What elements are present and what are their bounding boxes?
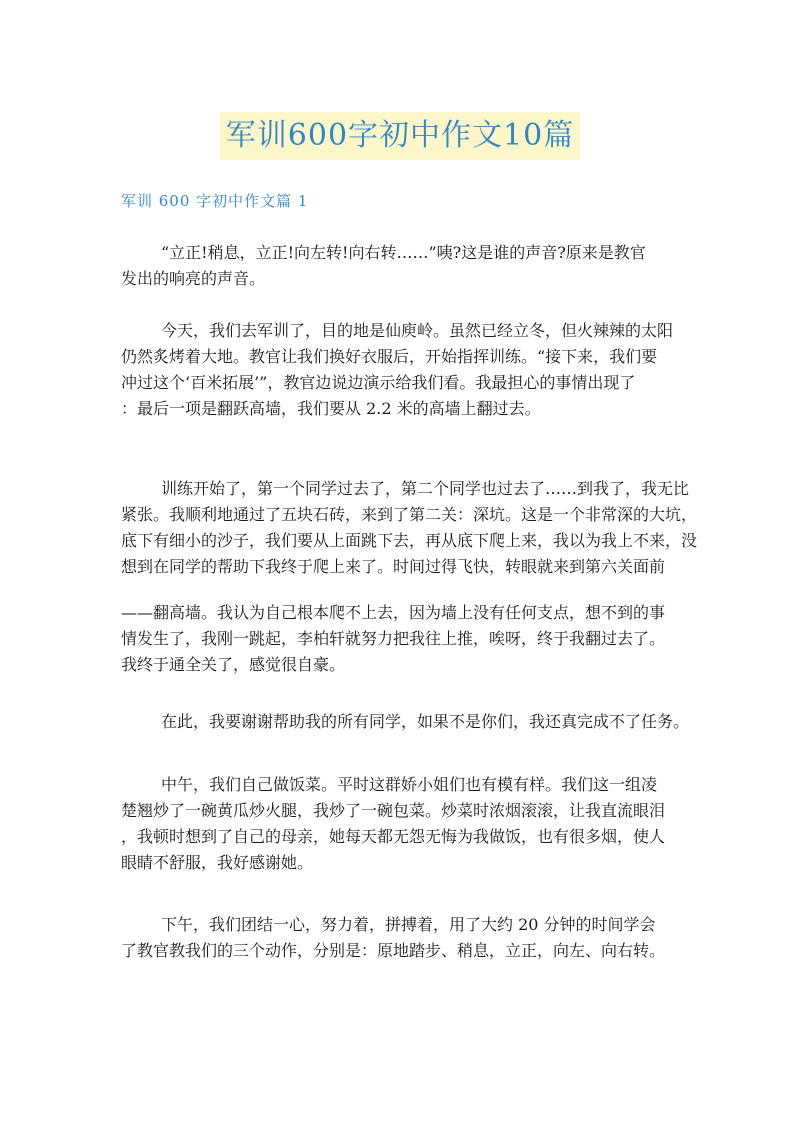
paragraph-line: 情发生了，我刚一跳起，李柏轩就努力把我往上推，唉呀，终于我翻过去了。 — [121, 629, 666, 648]
paragraph-line: 发出的响亮的声音。 — [121, 269, 266, 288]
paragraph-line: ——翻高墙。我认为自己根本爬不上去，因为墙上没有任何支点，想不到的事 — [121, 603, 666, 622]
paragraph-line: 今天，我们去军训了，目的地是仙庾岭。虽然已经立冬，但火辣辣的太阳 — [161, 321, 674, 340]
essay-subtitle: 军训 600 字初中作文篇 1 — [121, 192, 309, 210]
paragraph-line: 冲过这个‘百米拓展’”，教官边说边演示给我们看。我最担心的事情出现了 — [121, 373, 636, 392]
paragraph-3 — [121, 476, 697, 580]
paragraph-line: “立正!稍息，立正!向左转!向右转……”咦?这是谁的声音?原来是教官 — [161, 243, 646, 262]
paragraph-2 — [121, 318, 673, 422]
paragraph-line: 在此，我要谢谢帮助我的所有同学，如果不是你们，我还真完成不了任务。 — [161, 712, 690, 731]
paragraph-6 — [121, 772, 665, 876]
document-title: 军训600字初中作文10篇 — [220, 112, 580, 160]
paragraph-line: 眼睛不舒服，我好感谢她。 — [121, 853, 314, 872]
paragraph-7 — [121, 912, 665, 964]
paragraph-line: 楚翘炒了一碗黄瓜炒火腿，我炒了一碗包菜。炒菜时浓烟滚滚，让我直流眼泪 — [121, 801, 666, 820]
paragraph-5 — [121, 709, 689, 735]
paragraph-line: 仍然炙烤着大地。教官让我们换好衣服后，开始指挥训练。“接下来，我们要 — [121, 347, 658, 366]
paragraph-line: 中午，我们自己做饭菜。平时这群娇小姐们也有模有样。我们这一组凌 — [161, 775, 658, 794]
paragraph-line: 下午，我们团结一心，努力着，拼搏着，用了大约 20 分钟的时间学会 — [161, 915, 656, 934]
paragraph-1 — [121, 240, 646, 292]
paragraph-line: 紧张。我顺利地通过了五块石砖，来到了第二关：深坑。这是一个非常深的大坑， — [121, 505, 698, 524]
title-container — [0, 112, 800, 160]
paragraph-line: 底下有细小的沙子，我们要从上面跳下去，再从底下爬上来，我以为我上不来，没 — [121, 531, 698, 550]
paragraph-line: ，我顿时想到了自己的母亲，她每天都无怨无悔为我做饭，也有很多烟，使人 — [121, 827, 666, 846]
paragraph-line: 训练开始了，第一个同学过去了，第二个同学也过去了……到我了，我无比 — [161, 479, 690, 498]
paragraph-line: 想到在同学的帮助下我终于爬上来了。时间过得飞快，转眼就来到第六关面前 — [121, 557, 666, 576]
paragraph-line: 我终于通全关了，感觉很自豪。 — [121, 655, 346, 674]
paragraph-4 — [121, 600, 665, 678]
paragraph-line: ：最后一项是翻跃高墙，我们要从 2.2 米的高墙上翻过去。 — [121, 399, 541, 418]
paragraph-line: 了教官教我们的三个动作，分别是：原地踏步、稍息，立正，向左、向右转。 — [121, 941, 666, 960]
